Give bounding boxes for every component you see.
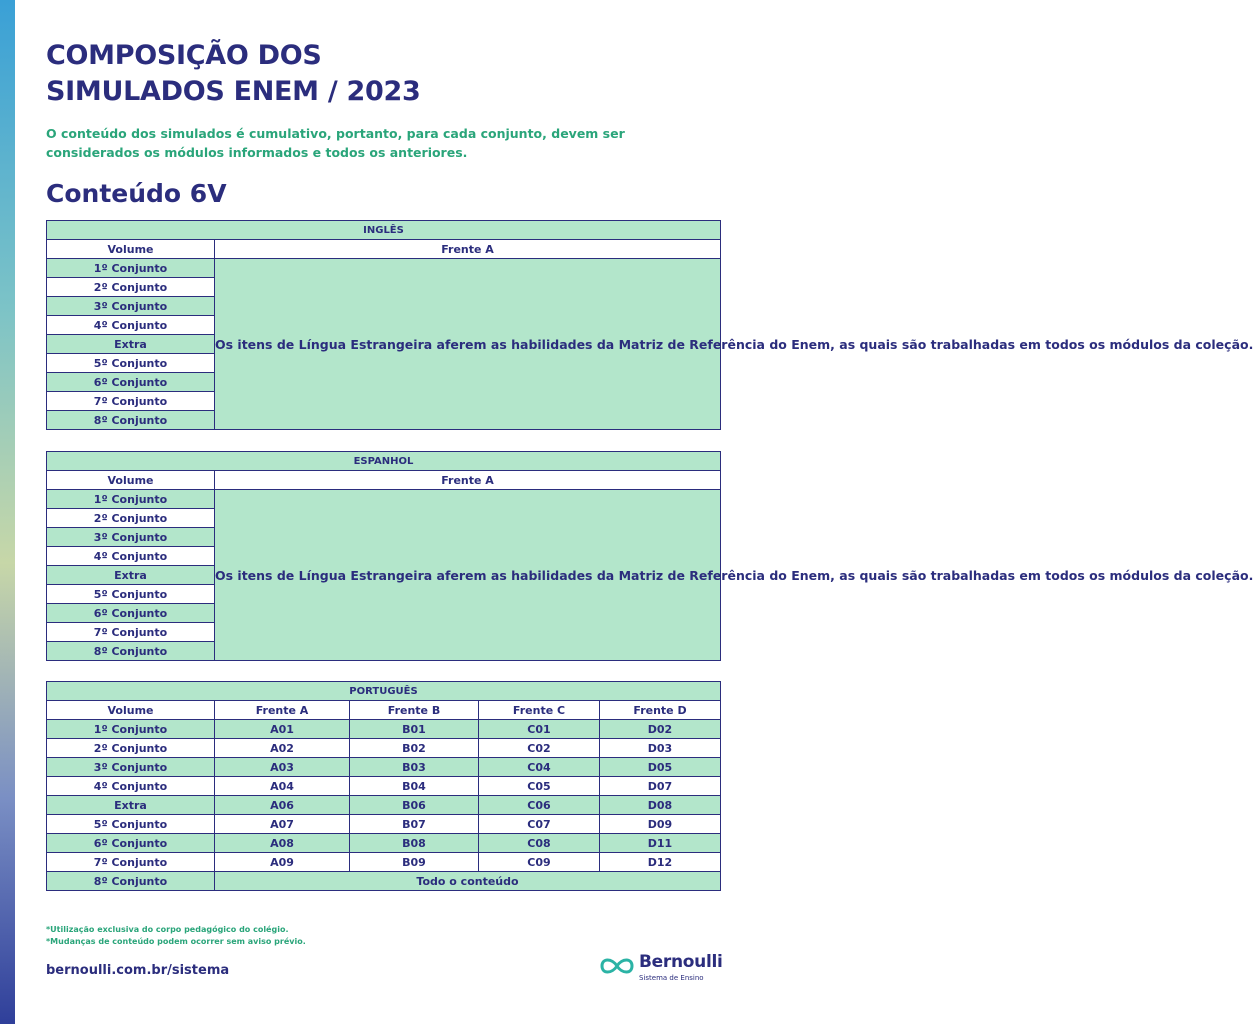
volume-cell: 2º Conjunto xyxy=(47,509,215,528)
volume-cell: 7º Conjunto xyxy=(47,623,215,642)
volume-cell: 4º Conjunto xyxy=(47,777,215,796)
volume-cell: 5º Conjunto xyxy=(47,585,215,604)
volume-cell: 6º Conjunto xyxy=(47,604,215,623)
table-row xyxy=(47,796,721,815)
frente-a-cell: A07 xyxy=(215,815,350,834)
frente-c-cell: C02 xyxy=(479,739,600,758)
frente-a-cell: A04 xyxy=(215,777,350,796)
table-title: ESPANHOL xyxy=(47,452,721,471)
volume-cell: 4º Conjunto xyxy=(47,547,215,566)
volume-cell: 7º Conjunto xyxy=(47,392,215,411)
header-volume: Volume xyxy=(47,240,215,259)
language-message: Os itens de Língua Estrangeira aferem as habilidades da Matriz de Referência do Enem, as quais são trabalhadas em todos os módulos da coleção. xyxy=(215,490,721,661)
side-gradient-bar xyxy=(0,0,15,1024)
table-row xyxy=(47,758,721,777)
header-frente-b: Frente B xyxy=(350,701,479,720)
volume-cell: Extra xyxy=(47,796,215,815)
frente-a-cell: A01 xyxy=(215,720,350,739)
table-row xyxy=(47,739,721,758)
volume-cell: 1º Conjunto xyxy=(47,720,215,739)
header-frente-c: Frente C xyxy=(479,701,600,720)
frente-d-cell: D05 xyxy=(600,758,721,777)
table-row xyxy=(47,777,721,796)
volume-cell: 7º Conjunto xyxy=(47,853,215,872)
frente-b-cell: B08 xyxy=(350,834,479,853)
volume-cell: 3º Conjunto xyxy=(47,758,215,777)
volume-cell: 5º Conjunto xyxy=(47,815,215,834)
frente-d-cell: D07 xyxy=(600,777,721,796)
frente-d-cell: D02 xyxy=(600,720,721,739)
frente-a-cell: A02 xyxy=(215,739,350,758)
section-subtitle: Conteúdo 6V xyxy=(46,179,227,208)
table-title: PORTUGUÊS xyxy=(47,682,721,701)
table-row xyxy=(47,815,721,834)
frente-d-cell: D11 xyxy=(600,834,721,853)
header-volume: Volume xyxy=(47,471,215,490)
volume-cell: 8º Conjunto xyxy=(47,411,215,430)
frente-b-cell: B04 xyxy=(350,777,479,796)
volume-cell: 8º Conjunto xyxy=(47,642,215,661)
frente-d-cell: D08 xyxy=(600,796,721,815)
frente-b-cell: B02 xyxy=(350,739,479,758)
volume-cell: 3º Conjunto xyxy=(47,297,215,316)
ingles-table xyxy=(46,220,1253,430)
frente-a-cell: A06 xyxy=(215,796,350,815)
volume-cell: 2º Conjunto xyxy=(47,278,215,297)
intro-text: O conteúdo dos simulados é cumulativo, portanto, para cada conjunto, devem ser considerados os módulos informados e todos os anteriores. xyxy=(46,126,625,160)
footnote-1: *Utilização exclusiva do corpo pedagógico do colégio. xyxy=(46,925,289,934)
title-line-1: COMPOSIÇÃO DOS xyxy=(46,40,322,71)
frente-b-cell: B01 xyxy=(350,720,479,739)
table-row xyxy=(47,853,721,872)
infinity-logo-icon xyxy=(598,956,636,976)
volume-cell: 2º Conjunto xyxy=(47,739,215,758)
language-message: Os itens de Língua Estrangeira aferem as habilidades da Matriz de Referência do Enem, as quais são trabalhadas em todos os módulos da coleção. xyxy=(215,259,721,430)
frente-c-cell: C07 xyxy=(479,815,600,834)
table-title: INGLÊS xyxy=(47,221,721,240)
brand-name: Bernoulli xyxy=(639,952,723,972)
footnotes xyxy=(46,924,306,948)
table-row xyxy=(47,834,721,853)
volume-cell: 6º Conjunto xyxy=(47,834,215,853)
frente-d-cell: D09 xyxy=(600,815,721,834)
header-frente-a: Frente A xyxy=(215,240,721,259)
frente-a-cell: A03 xyxy=(215,758,350,777)
website-link[interactable]: bernoulli.com.br/sistema xyxy=(46,963,230,978)
volume-cell: 5º Conjunto xyxy=(47,354,215,373)
volume-cell: 8º Conjunto xyxy=(47,872,215,891)
header-frente-a: Frente A xyxy=(215,471,721,490)
volume-cell: 4º Conjunto xyxy=(47,316,215,335)
portugues-table xyxy=(46,681,721,891)
frente-d-cell: D03 xyxy=(600,739,721,758)
header-volume: Volume xyxy=(47,701,215,720)
volume-cell: 3º Conjunto xyxy=(47,528,215,547)
volume-cell: 1º Conjunto xyxy=(47,259,215,278)
header-frente-a: Frente A xyxy=(215,701,350,720)
table-row xyxy=(47,872,721,891)
brand-tagline: Sistema de Ensino xyxy=(639,974,704,982)
frente-b-cell: B09 xyxy=(350,853,479,872)
frente-c-cell: C08 xyxy=(479,834,600,853)
frente-c-cell: C09 xyxy=(479,853,600,872)
frente-c-cell: C04 xyxy=(479,758,600,777)
espanhol-table xyxy=(46,451,1253,661)
footnote-2: *Mudanças de conteúdo podem ocorrer sem aviso prévio. xyxy=(46,937,306,946)
volume-cell: Extra xyxy=(47,335,215,354)
volume-cell: 6º Conjunto xyxy=(47,373,215,392)
frente-d-cell: D12 xyxy=(600,853,721,872)
header-frente-d: Frente D xyxy=(600,701,721,720)
title-line-2: SIMULADOS ENEM / 2023 xyxy=(46,76,421,107)
frente-a-cell: A08 xyxy=(215,834,350,853)
volume-cell: Extra xyxy=(47,566,215,585)
frente-c-cell: C05 xyxy=(479,777,600,796)
frente-b-cell: B06 xyxy=(350,796,479,815)
frente-c-cell: C01 xyxy=(479,720,600,739)
frente-b-cell: B03 xyxy=(350,758,479,777)
page-title xyxy=(46,38,420,110)
frente-a-cell: A09 xyxy=(215,853,350,872)
volume-cell: 1º Conjunto xyxy=(47,490,215,509)
frente-c-cell: C06 xyxy=(479,796,600,815)
bernoulli-logo xyxy=(598,952,728,986)
table-row xyxy=(47,720,721,739)
frente-b-cell: B07 xyxy=(350,815,479,834)
all-content-cell: Todo o conteúdo xyxy=(215,872,721,891)
